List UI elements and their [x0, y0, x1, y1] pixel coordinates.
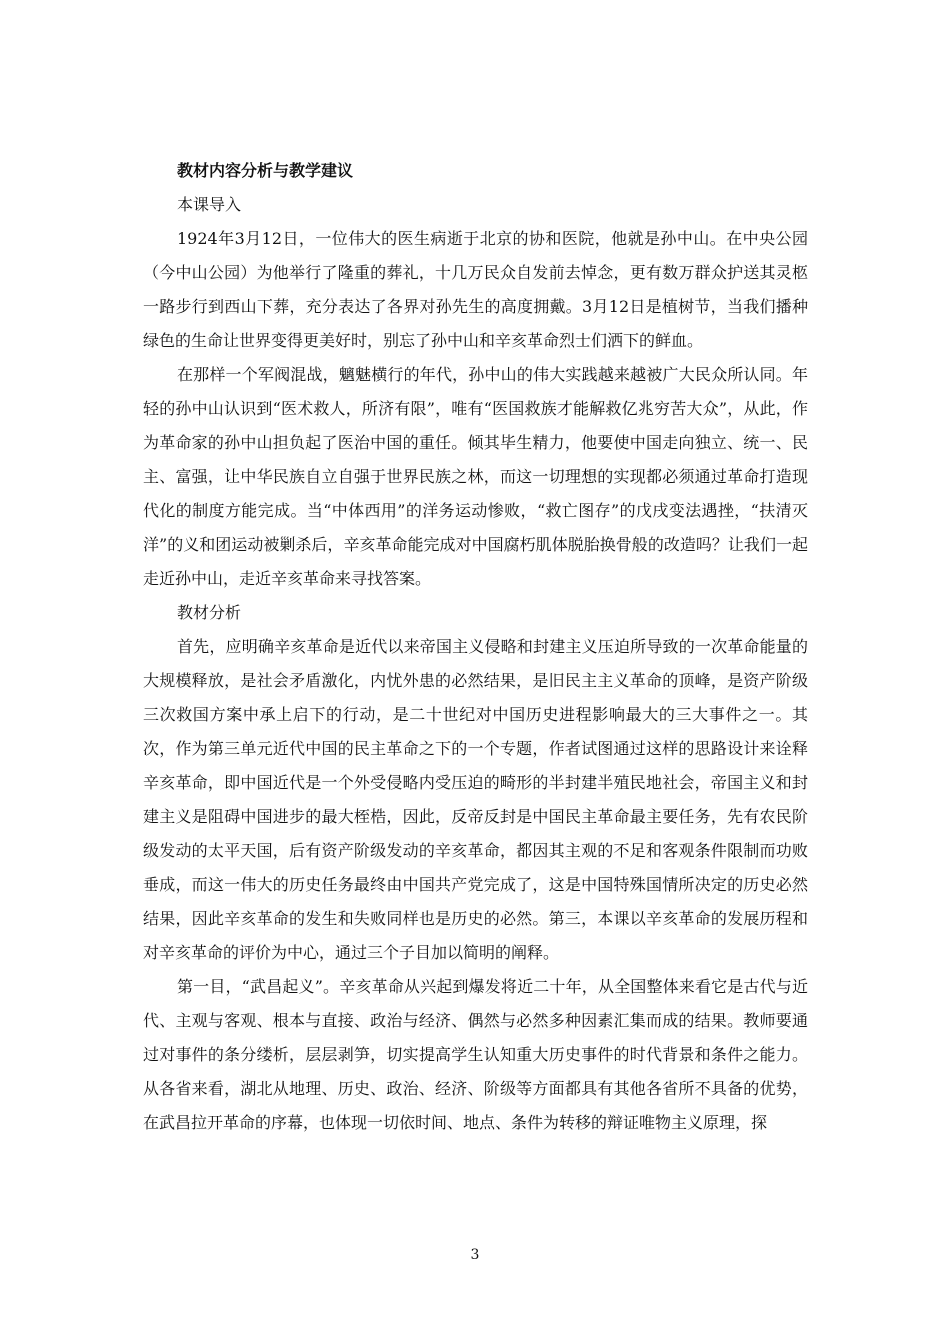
paragraph: 第一目，“武昌起义”。辛亥革命从兴起到爆发将近二十年，从全国整体来看它是古代与近代、主观与客观、根本与直接、政治与经济、偶然与必然多种因素汇集而成的结果。教师要通过对事件的条分缕析，层层剥笋，切实提高学生认知重大历史事件的时代背景和条件之能力。从各省来看，湖北从地理、历史、政治、经济、阶级等方面都具有其他各省所不具备的优势，在武昌拉开革命的序幕，也体现一切依时间、地点、条件为转移的辩证唯物主义原理，探	[143, 977, 808, 1132]
page-number: 3	[470, 1247, 480, 1263]
page-content	[143, 154, 808, 1140]
paragraph: 首先，应明确辛亥革命是近代以来帝国主义侵略和封建主义压迫所导致的一次革命能量的大规模释放，是社会矛盾激化，内忧外患的必然结果，是旧民主主义革命的顶峰，是资产阶级三次救国方案中承上启下的行动，是二十世纪对中国历史进程影响最大的三大事件之一。其次，作为第三单元近代中国的民主革命之下的一个专题，作者试图通过这样的思路设计来诠释辛亥革命，即中国近代是一个外受侵略内受压迫的畸形的半封建半殖民地社会，帝国主义和封建主义是阻碍中国进步的最大桎梏，因此，反帝反封是中国民主革命最主要任务，先有农民阶级发动的太平天国，后有资产阶级发动的辛亥革命，都因其主观的不足和客观条件限制而功败垂成，而这一伟大的历史任务最终由中国共产党完成了，这是中国特殊国情所决定的历史必然结果，因此辛亥革命的发生和失败同样也是历史的必然。第三，本课以辛亥革命的发展历程和对辛亥革命的评价为中心，通过三个子目加以简明的阐释。	[143, 637, 808, 962]
section-heading: 教材内容分析与教学建议	[177, 161, 354, 180]
paragraph: 1924年3月12日，一位伟大的医生病逝于北京的协和医院，他就是孙中山。在中央公园（今中山公园）为他举行了隆重的葬礼，十几万民众自发前去悼念，更有数万群众护送其灵柩一路步行到西山下葬，充分表达了各界对孙先生的高度拥戴。3月12日是植树节，当我们播种绿色的生命让世界变得更美好时，别忘了孙中山和辛亥革命烈士们洒下的鲜血。	[143, 229, 808, 350]
subsection-title-analysis: 教材分析	[177, 603, 242, 622]
paragraph: 在那样一个军阀混战，魑魅横行的年代，孙中山的伟大实践越来越被广大民众所认同。年轻的孙中山认识到“医术救人，所济有限”，唯有“医国救族才能解救亿兆穷苦大众”，从此，作为革命家的孙中山担负起了医治中国的重任。倾其毕生精力，他要使中国走向独立、统一、民主、富强，让中华民族自立自强于世界民族之林，而这一切理想的实现都必须通过革命打造现代化的制度方能完成。当“中体西用”的洋务运动惨败，“救亡图存”的戊戌变法遇挫，“扶清灭洋”的义和团运动被剿杀后，辛亥革命能完成对中国腐朽肌体脱胎换骨般的改造吗？让我们一起走近孙中山，走近辛亥革命来寻找答案。	[143, 365, 808, 588]
subsection-title-intro: 本课导入	[177, 195, 242, 214]
